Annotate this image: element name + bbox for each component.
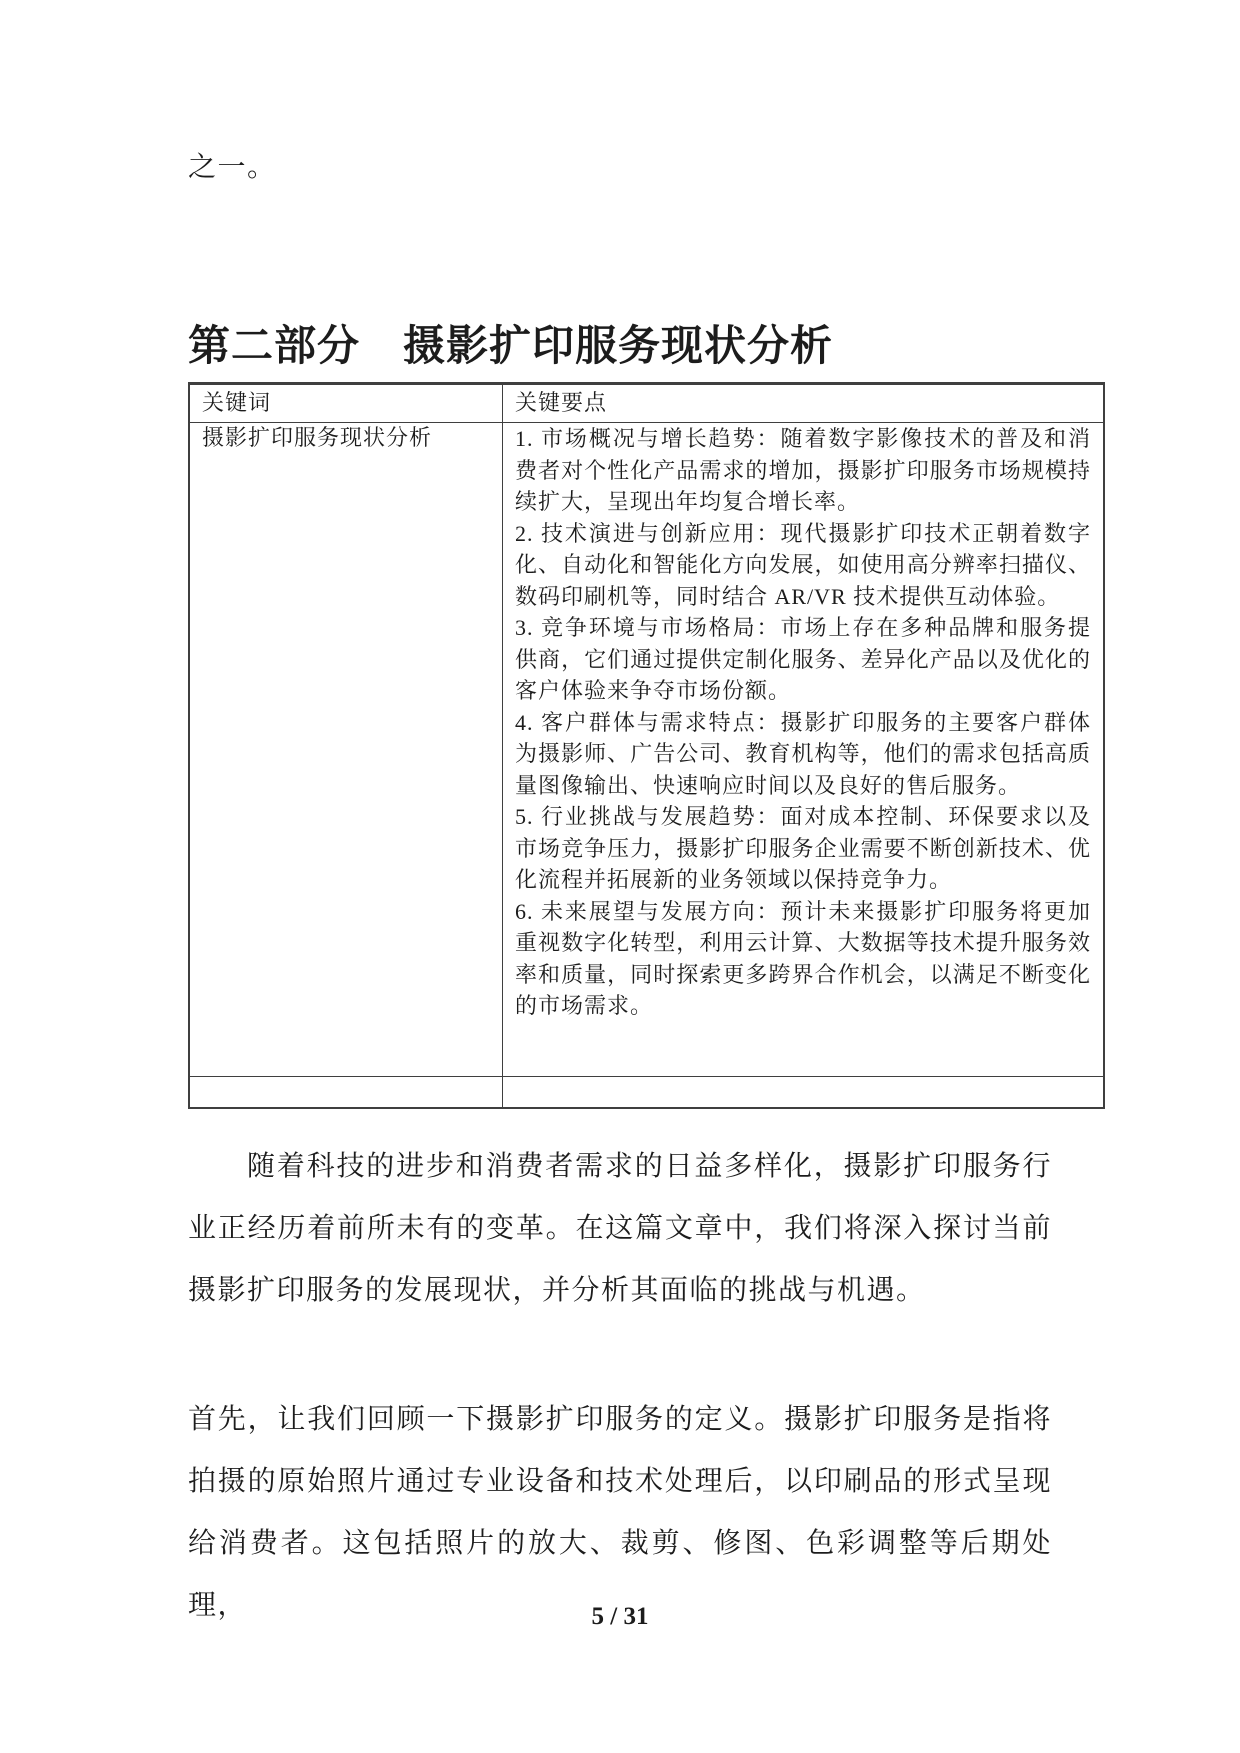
table-header-keyword: 关键词 bbox=[189, 384, 503, 423]
key-point-item: 5. 行业挑战与发展趋势：面对成本控制、环保要求以及市场竞争压力，摄影扩印服务企业需要不断创新技术、优化流程并拓展新的业务领域以保持竞争力。 bbox=[515, 804, 1091, 892]
key-point-item: 2. 技术演进与创新应用：现代摄影扩印技术正朝着数字化、自动化和智能化方向发展，如使用高分辨率扫描仪、数码印刷机等，同时结合 AR/VR 技术提供互动体验。 bbox=[515, 520, 1091, 609]
table-empty-row bbox=[189, 1077, 1104, 1109]
empty-keypoints-cell bbox=[503, 1077, 1105, 1109]
keyword-cell: 摄影扩印服务现状分析 bbox=[189, 423, 503, 1077]
body-paragraph: 随着科技的进步和消费者需求的日益多样化，摄影扩印服务行业正经历着前所未有的变革。在这篇文章中，我们将深入探讨当前摄影扩印服务的发展现状，并分析其面临的挑战与机遇。 bbox=[188, 1151, 1052, 1306]
section-heading: 第二部分 摄影扩印服务现状分析 bbox=[188, 324, 834, 371]
key-point-item: 6. 未来展望与发展方向：预计未来摄影扩印服务将更加重视数字化转型，利用云计算、大数据等技术提升服务效率和质量，同时探索更多跨界合作机会，以满足不断变化的市场需求。 bbox=[515, 898, 1091, 1018]
key-point-item: 3. 竞争环境与市场格局：市场上存在多种品牌和服务提供商，它们通过提供定制化服务、差异化产品以及优化的客户体验来争夺市场份额。 bbox=[515, 615, 1091, 703]
body-paragraph: 首先，让我们回顾一下摄影扩印服务的定义。摄影扩印服务是指将拍摄的原始照片通过专业设备和技术处理后，以印刷品的形式呈现给消费者。这包括照片的放大、裁剪、修图、色彩调整等后期处理， bbox=[188, 1404, 1052, 1621]
table-header-row bbox=[189, 384, 1104, 423]
keypoints-cell bbox=[503, 423, 1105, 1077]
empty-keyword-cell bbox=[189, 1077, 503, 1109]
key-point-item: 1. 市场概况与增长趋势：随着数字影像技术的普及和消费者对个性化产品需求的增加，摄影扩印服务市场规模持续扩大，呈现出年均复合增长率。 bbox=[515, 426, 1091, 514]
key-point-item: 4. 客户群体与需求特点：摄影扩印服务的主要客户群体为摄影师、广告公司、教育机构等，他们的需求包括高质量图像输出、快速响应时间以及良好的售后服务。 bbox=[515, 709, 1091, 798]
leading-paragraph-fragment: 之一。 bbox=[188, 152, 277, 183]
table-header-keypoints: 关键要点 bbox=[503, 384, 1105, 423]
keyword-table bbox=[188, 382, 1105, 1109]
page-number: 5 / 31 bbox=[591, 1603, 649, 1630]
table-row bbox=[189, 423, 1104, 1077]
